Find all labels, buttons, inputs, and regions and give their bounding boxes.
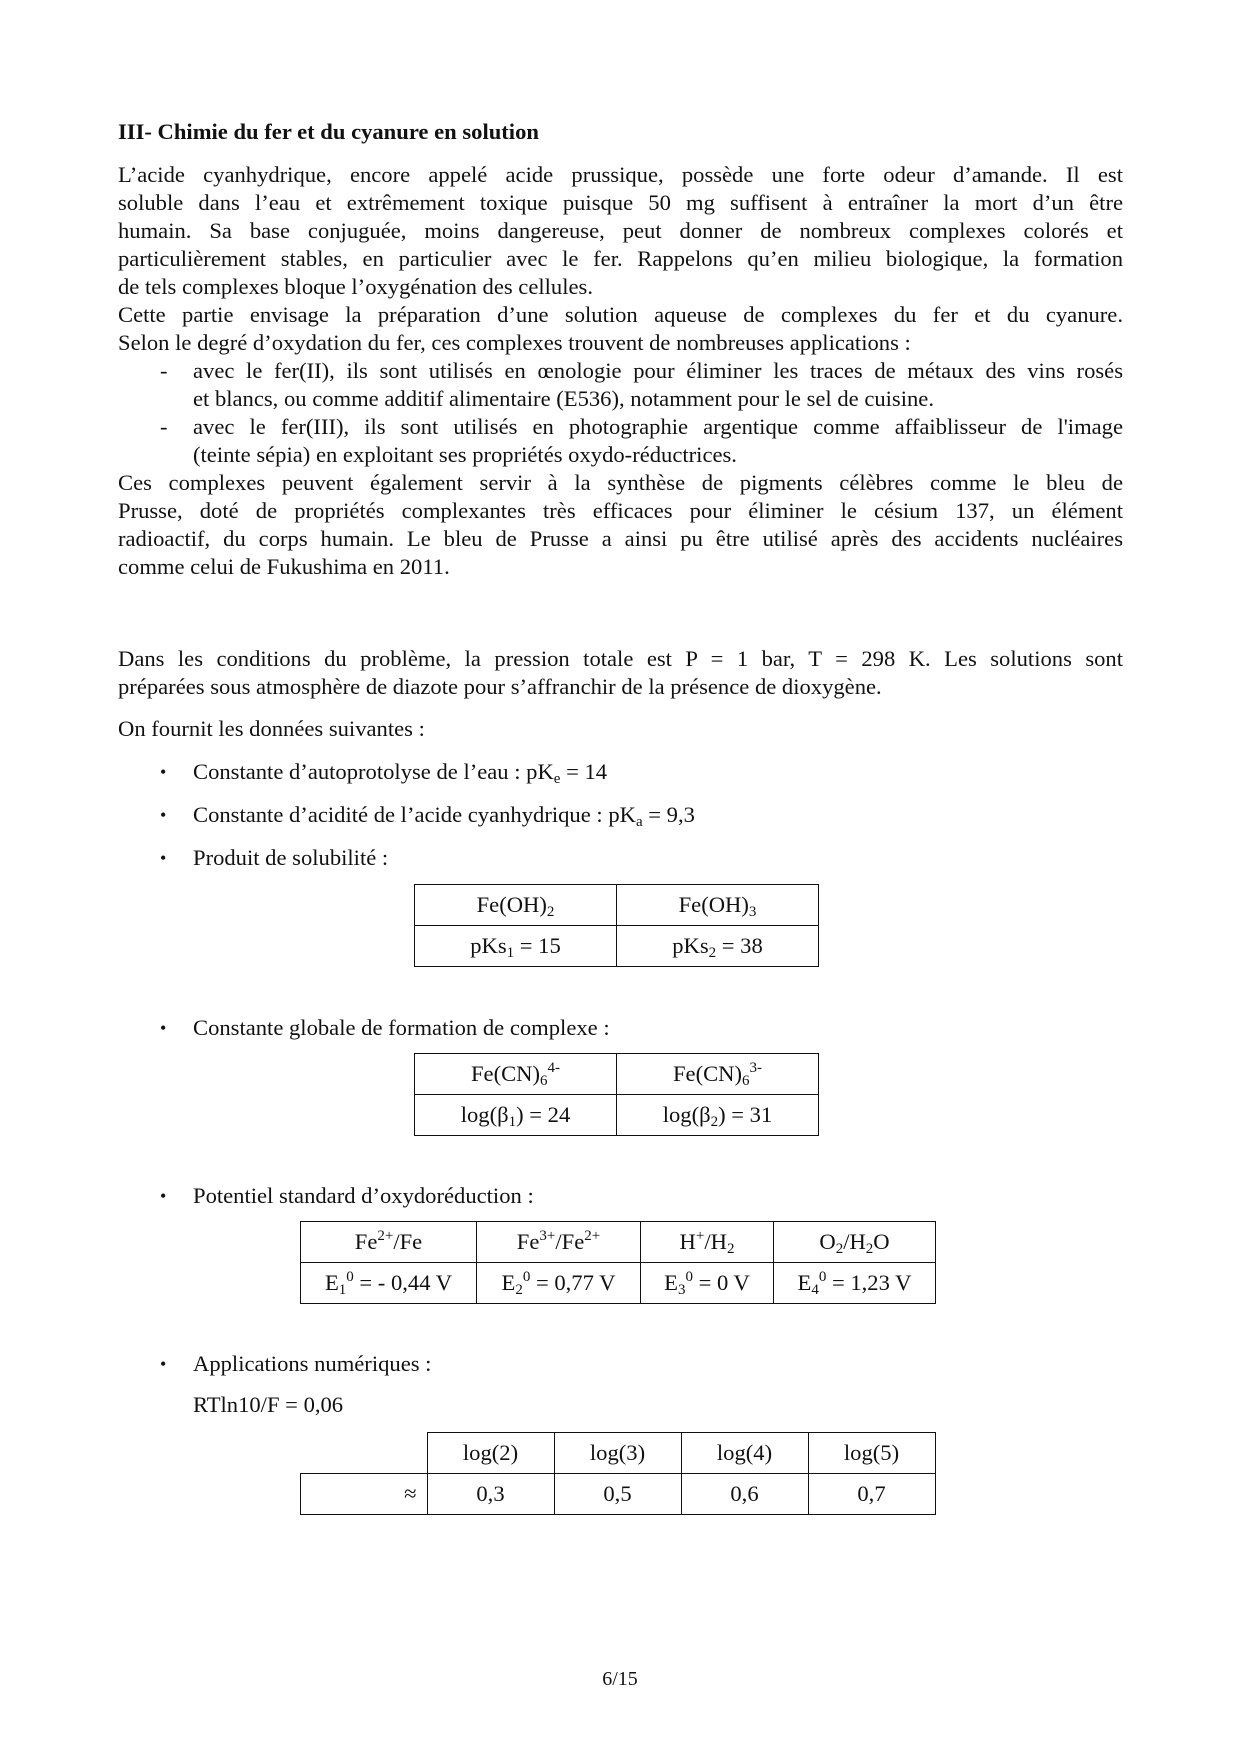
bullet-marker: • <box>160 1018 167 1038</box>
complex-label: Constante globale de formation de complexe : <box>193 1015 610 1040</box>
table-cell: log(3) <box>554 1433 681 1474</box>
dash-marker: - <box>160 414 168 439</box>
paragraph-line: L’acide cyanhydrique, encore appelé acide prussique, possède une forte odeur d’amande. Il est <box>118 162 1123 187</box>
table-cell: 0,7 <box>808 1474 935 1515</box>
paragraph-line: comme celui de Fukushima en 2011. <box>118 554 450 579</box>
table-cell: $Fe(CN)_6^{4-}$ <box>415 1054 617 1095</box>
table-row-label: ≈ <box>301 1474 428 1515</box>
table-cell: 0,5 <box>554 1474 681 1515</box>
paragraph-line: Prusse, doté de propriétés complexantes très efficaces pour éliminer le césium 137, un élément <box>118 498 1123 523</box>
paragraph-line: Selon le degré d’oxydation du fer, ces complexes trouvent de nombreuses applications : <box>118 330 911 355</box>
log-table <box>300 1432 936 1515</box>
dash-marker: - <box>160 358 168 383</box>
table-cell: $Fe(OH)_2$ <box>415 885 617 926</box>
table-cell: $\log(\beta_2) = 31$ <box>617 1095 819 1136</box>
paragraph-line: radioactif, du corps humain. Le bleu de Prusse a ainsi pu être utilisé après des accidents nucléaires <box>118 526 1123 551</box>
redox-label: Potentiel standard d’oxydoréduction : <box>193 1183 534 1208</box>
paragraph-line: humain. Sa base conjuguée, moins dangereuse, peut donner de nombreux complexes colorés et <box>118 218 1123 243</box>
numeric-formula: RTln10/F = 0,06 <box>193 1392 344 1417</box>
water-value: = 14 <box>560 759 608 784</box>
acidity-label: Constante d’acidité de l’acide cyanhydrique : pK <box>193 802 636 827</box>
table-cell: log(5) <box>808 1433 935 1474</box>
water-label: Constante d’autoprotolyse de l’eau : pK <box>193 759 554 784</box>
page-number: 6/15 <box>602 1668 638 1690</box>
table-cell: $Fe^{3+}/Fe^{2+}$ <box>477 1222 641 1263</box>
table-cell: log(4) <box>681 1433 808 1474</box>
data-intro: On fournit les données suivantes : <box>118 716 425 741</box>
table-cell: $E_3^0 = 0$ V <box>641 1263 774 1304</box>
conditions-line: Dans les conditions du problème, la pression totale est P = 1 bar, T = 298 K. Les solutions sont <box>118 646 1123 671</box>
table-cell: $E_4^0 = 1,23$ V <box>774 1263 936 1304</box>
table-cell: $Fe^{2+}/Fe$ <box>301 1222 477 1263</box>
table-cell-empty <box>301 1433 428 1474</box>
paragraph-line: de tels complexes bloque l’oxygénation des cellules. <box>118 274 593 299</box>
paragraph-line: particulièrement stables, en particulier avec le fer. Rappelons qu’en milieu biologique, la formation <box>118 246 1123 271</box>
table-cell: log(2) <box>427 1433 554 1474</box>
data-item-water <box>193 758 607 786</box>
table-cell: $O_2/H_2O$ <box>774 1222 936 1263</box>
table-cell: pKs$_2$ = 38 <box>617 926 819 967</box>
paragraph-line: Ces complexes peuvent également servir à la synthèse de pigments célèbres comme le bleu de <box>118 470 1123 495</box>
paragraph-line: soluble dans l’eau et extrêmement toxique puisque 50 mg suffisent à entraîner la mort d’un être <box>118 190 1123 215</box>
table-cell: pKs$_1$ = 15 <box>415 926 617 967</box>
table-cell: 0,3 <box>427 1474 554 1515</box>
table-cell: $H^+/H_2$ <box>641 1222 774 1263</box>
redox-table <box>300 1221 936 1304</box>
data-item-acidity <box>193 801 695 829</box>
paragraph-line: Cette partie envisage la préparation d’une solution aqueuse de complexes du fer et du cyanure. <box>118 302 1123 327</box>
section-title: III- Chimie du fer et du cyanure en solution <box>118 119 539 144</box>
table-cell: $\log(\beta_1) = 24$ <box>415 1095 617 1136</box>
table-cell: 0,6 <box>681 1474 808 1515</box>
solubility-label: Produit de solubilité : <box>193 845 389 870</box>
table-cell: $E_2^0 = 0,77$ V <box>477 1263 641 1304</box>
bullet-marker: • <box>160 762 167 782</box>
dash-item-line: et blancs, ou comme additif alimentaire (E536), notamment pour le sel de cuisine. <box>193 386 934 411</box>
complex-table <box>414 1053 819 1136</box>
dash-item-line: avec le fer(III), ils sont utilisés en photographie argentique comme affaiblisseur de l'image <box>193 414 1123 439</box>
conditions-line: préparées sous atmosphère de diazote pour s’affranchir de la présence de dioxygène. <box>118 674 882 699</box>
bullet-marker: • <box>160 848 167 868</box>
table-cell: $E_1^0$ = - 0,44 V <box>301 1263 477 1304</box>
table-cell: $Fe(OH)_3$ <box>617 885 819 926</box>
dash-item-line: avec le fer(II), ils sont utilisés en œnologie pour éliminer les traces de métaux des vins rosés <box>193 358 1123 383</box>
solubility-table <box>414 884 819 967</box>
bullet-marker: • <box>160 805 167 825</box>
water-sub: e <box>553 771 561 787</box>
table-cell: $Fe(CN)_6^{3-}$ <box>617 1054 819 1095</box>
dash-item-line: (teinte sépia) en exploitant ses propriétés oxydo-réductrices. <box>193 442 737 467</box>
bullet-marker: • <box>160 1186 167 1206</box>
bullet-marker: • <box>160 1354 167 1374</box>
numeric-label: Applications numériques : <box>193 1351 432 1376</box>
acidity-value: = 9,3 <box>642 802 695 827</box>
acidity-sub: a <box>635 814 643 830</box>
